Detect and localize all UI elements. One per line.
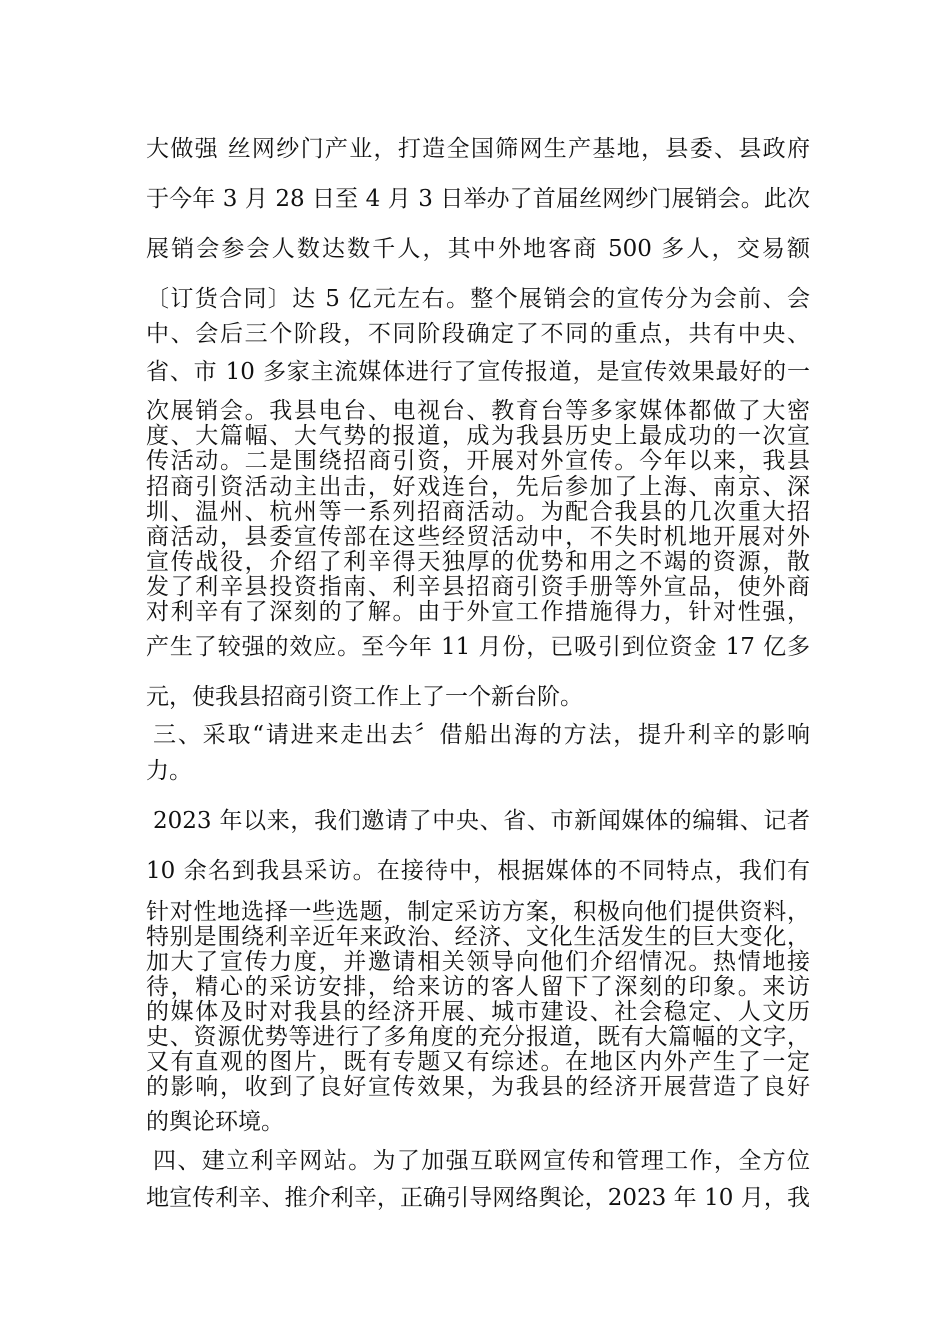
text-line: 展销会参会人数达数千人，其中外地客商 500 多人，交易额	[146, 236, 810, 262]
text-line: 〔订货合同〕达 5 亿元左右。整个展销会的宣传分为会前、会	[146, 286, 810, 312]
text-line: 传活动。二是围绕招商引资，开展对外宣传。今年以来，我县	[146, 448, 810, 474]
text-line: 度、大篇幅、大气势的报道，成为我县历史上最成功的一次宣	[146, 423, 810, 449]
text-line: 对利辛有了深刻的了解。由于外宣工作措施得力，针对性强，	[146, 599, 810, 625]
text-line: 圳、温州、杭州等一系列招商活动。为配合我县的几次重大招	[146, 499, 810, 525]
section-heading: 三、采取“请进来走出去〞借船出海的方法，提升利辛的影响	[153, 722, 810, 748]
text-line: 的媒体及时对我县的经济开展、城市建设、社会稳定、人文历	[146, 999, 810, 1025]
text-line: 加大了宣传力度，并邀请相关领导向他们介绍情况。热情地接	[146, 949, 810, 975]
text-line: 待，精心的采访安排，给来访的客人留下了深刻的印象。来访	[146, 974, 810, 1000]
text-line: 宣传战役，介绍了利辛得天独厚的优势和用之不竭的资源，散	[146, 549, 810, 575]
text-line: 的舆论环境。	[146, 1109, 284, 1135]
text-line: 发了利辛县投资指南、利辛县招商引资手册等外宣品，使外商	[146, 574, 810, 600]
text-line: 10 余名到我县采访。在接待中，根据媒体的不同特点，我们有	[146, 858, 810, 884]
text-line: 针对性地选择一些选题，制定采访方案，积极向他们提供资料，	[146, 899, 810, 925]
text-line: 地宣传利辛、推介利辛，正确引导网络舆论，2023 年 10 月，我	[146, 1185, 810, 1211]
text-line: 招商引资活动主出击，好戏连台，先后参加了上海、南京、深	[146, 474, 810, 500]
section-heading: 力。	[146, 758, 192, 784]
text-line: 特别是围绕利辛近年来政治、经济、文化生活发生的巨大变化，	[146, 924, 810, 950]
text-line: 2023 年以来，我们邀请了中央、省、市新闻媒体的编辑、记者	[153, 808, 810, 834]
text-line: 的影响，收到了良好宣传效果，为我县的经济开展营造了良好	[146, 1074, 810, 1100]
text-line: 又有直观的图片，既有专题又有综述。在地区内外产生了一定	[146, 1049, 810, 1075]
text-line: 大做强 丝网纱门产业，打造全国筛网生产基地，县委、县政府	[146, 136, 810, 162]
text-line: 中、会后三个阶段，不同阶段确定了不同的重点，共有中央、	[146, 321, 810, 347]
text-line: 史、资源优势等进行了多角度的充分报道，既有大篇幅的文字，	[146, 1024, 810, 1050]
text-line: 产生了较强的效应。至今年 11 月份，已吸引到位资金 17 亿多	[146, 634, 810, 660]
text-line: 商活动，县委宣传部在这些经贸活动中，不失时机地开展对外	[146, 524, 810, 550]
text-line: 省、市 10 多家主流媒体进行了宣传报道，是宣传效果最好的一	[146, 359, 810, 385]
text-line: 次展销会。我县电台、电视台、教育台等多家媒体都做了大密	[146, 398, 810, 424]
section-heading: 四、建立利辛网站。为了加强互联网宣传和管理工作，全方位	[153, 1148, 810, 1174]
text-line: 于今年 3 月 28 日至 4 月 3 日举办了首届丝网纱门展销会。此次	[146, 186, 810, 212]
text-line: 元，使我县招商引资工作上了一个新台阶。	[146, 684, 583, 710]
